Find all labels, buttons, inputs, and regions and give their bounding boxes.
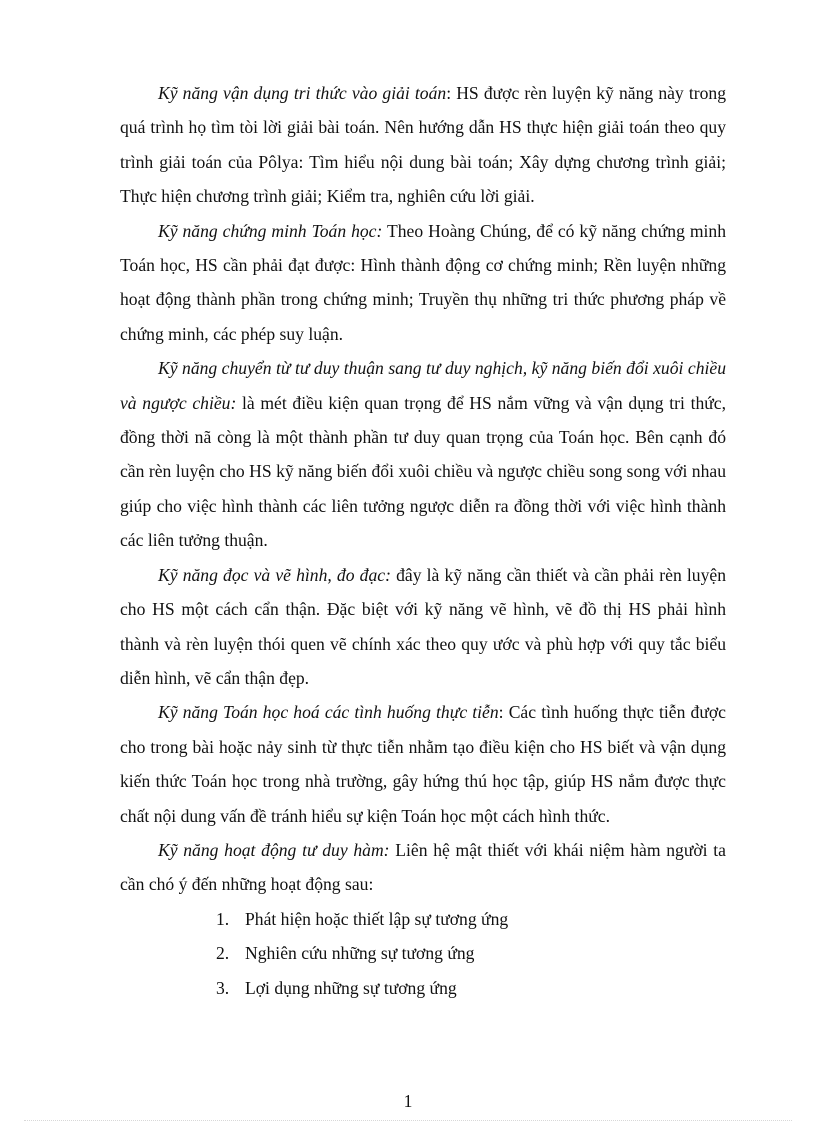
paragraph-heading: Kỹ năng Toán học hoá các tình huống thực tiễn — [158, 702, 499, 723]
page-number: 1 — [403, 1091, 413, 1111]
list-item-number: 1. — [216, 908, 230, 929]
paragraph-ky-nang-doc-ve-hinh — [120, 558, 726, 696]
activity-list — [120, 902, 726, 1005]
paragraph-heading: Kỹ năng chuyển từ tư duy thuận sang tư duy nghịch, kỹ năng biến đổi xuôi chiều và ngược chiều: — [120, 358, 726, 413]
paragraph-text: đây là kỹ năng cần thiết và cần phải rèn luyện cho HS một cách cẩn thận. Đặc biệt với kỹ năng vẽ hình, vẽ đồ thị HS phải hình thành và rèn luyện thói quen vẽ chính xác theo quy ước và phù hợp với quy tắc biểu diễn hình, vẽ cẩn thận đẹp. — [120, 564, 727, 688]
paragraph-ky-nang-chung-minh — [120, 214, 726, 352]
paragraph-text: Theo Hoàng Chúng, để có kỹ năng chứng minh Toán học, HS cần phải đạt được: Hình thành động cơ chứng minh; Rền luyện những hoạt động thành phần trong chứng minh; Truyền thụ những tri thức phương pháp về chứng minh, các phép suy luận. — [120, 220, 726, 344]
paragraph-heading: Kỹ năng chứng minh Toán học: — [158, 220, 383, 241]
list-item — [120, 971, 726, 1005]
paragraph-ky-nang-tu-duy-ham — [120, 833, 726, 902]
paragraph-ky-nang-chuyen-tu-duy — [120, 351, 726, 557]
list-item-text: Nghiên cứu những sự tương ứng — [245, 943, 475, 964]
list-item — [120, 936, 726, 970]
page-bottom-divider — [24, 1120, 792, 1121]
page-body — [120, 76, 726, 1005]
paragraph-ky-nang-van-dung — [120, 76, 726, 214]
paragraph-text: là mét điều kiện quan trọng để HS nắm vững và vận dụng tri thức, đồng thời nã còng là một thành phần tư duy quan trọng của Toán học. Bên cạnh đó cần rèn luyện cho HS kỹ năng biến đổi xuôi chiều và ngược chiều song song với nhau giúp cho việc hình thành các liên tưởng ngược diễn ra đồng thời với việc hình thành các liên tưởng thuận. — [120, 392, 726, 551]
list-item-number: 2. — [216, 943, 230, 964]
paragraph-heading: Kỹ năng đọc và vẽ hình, đo đạc: — [158, 564, 391, 585]
paragraph-text: : Các tình huống thực tiễn được cho trong bài hoặc nảy sinh từ thực tiễn nhằm tạo điều kiện cho HS biết và vận dụng kiến thức Toán học trong nhà trường, gây hứng thú học tập, giúp HS nắm được thực chất nội dung vấn đề tránh hiểu sự kiện Toán học một cách hình thức. — [120, 702, 726, 826]
paragraph-text: : HS được rèn luyện kỹ năng này trong quá trình họ tìm tòi lời giải bài toán. Nên hướng dẫn HS thực hiện giải toán theo quy trình giải toán của Pôlya: Tìm hiểu nội dung bài toán; Xây dựng chương trình giải; Thực hiện chương trình giải; Kiểm tra, nghiên cứu lời giải. — [120, 83, 726, 207]
paragraph-text: Liên hệ mật thiết với khái niệm hàm người ta cần chó ý đến những hoạt động sau: — [120, 839, 726, 895]
list-item-text: Lợi dụng những sự tương ứng — [245, 977, 457, 998]
list-item-number: 3. — [216, 977, 230, 998]
list-item-text: Phát hiện hoặc thiết lập sự tương ứng — [245, 908, 509, 929]
list-item — [120, 902, 726, 936]
paragraph-heading: Kỹ năng vận dụng tri thức vào giải toán — [158, 83, 447, 103]
paragraph-ky-nang-toan-hoc-hoa — [120, 695, 726, 833]
paragraph-heading: Kỹ năng hoạt động tư duy hàm: — [158, 839, 390, 860]
